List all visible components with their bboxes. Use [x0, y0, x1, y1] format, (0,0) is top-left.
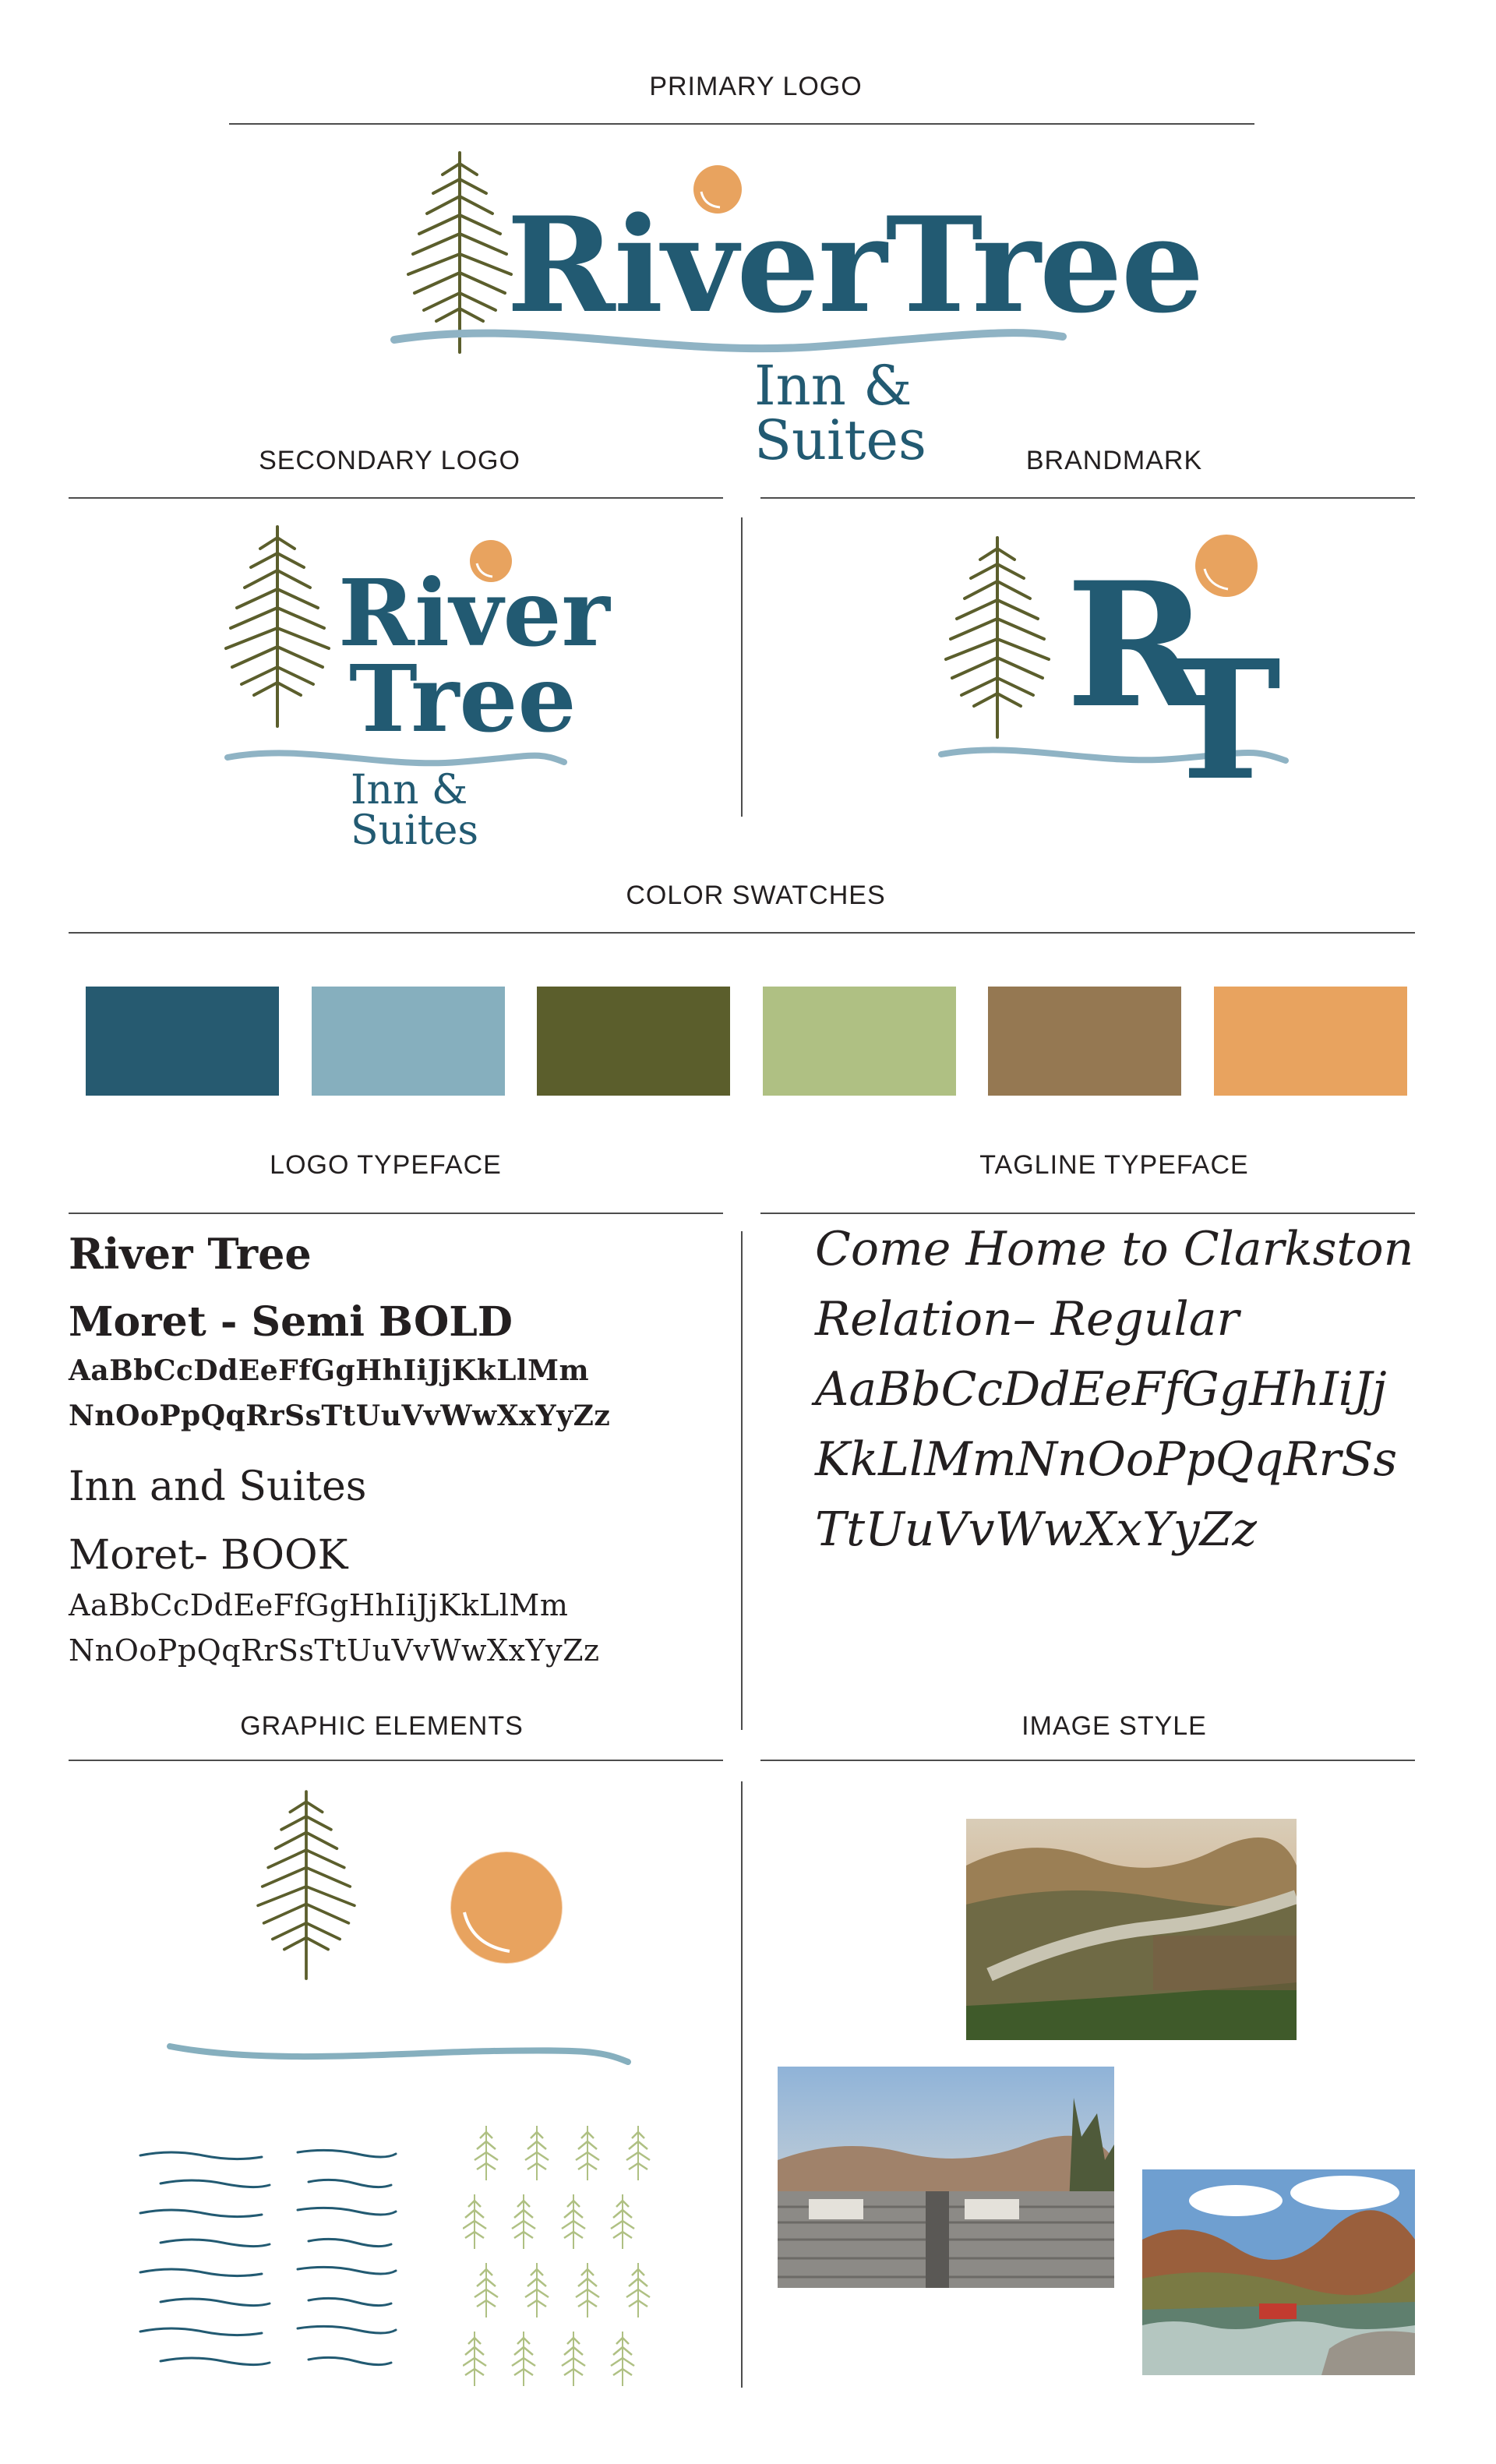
- typeface-divider: [741, 1231, 743, 1730]
- pine-tree-icon: [248, 1778, 365, 1993]
- logo-wordmark-line1: River: [338, 559, 610, 667]
- brandmark-heading: BRANDMARK: [1025, 446, 1203, 475]
- photo-jetboat-canyon: [1142, 2169, 1415, 2375]
- color-swatch-2: [312, 987, 505, 1096]
- monogram-t: T: [1159, 624, 1282, 817]
- primary-logo-rule: [229, 123, 1254, 125]
- tagline-typeface-label: Relation– Regular: [815, 1292, 1240, 1347]
- logo-typeface-heading: LOGO TYPEFACE: [270, 1150, 502, 1180]
- photo-lounge-chairs: [778, 2067, 1114, 2288]
- tagline-typeface-heading: TAGLINE TYPEFACE: [979, 1150, 1249, 1180]
- secondary-brandmark-divider: [741, 517, 743, 817]
- color-swatches-heading: COLOR SWATCHES: [626, 881, 886, 910]
- logo-typeface-book-label: Moret- BOOK: [69, 1532, 348, 1579]
- logo-typeface-rule: [69, 1213, 723, 1214]
- logo-typeface-bold-alphabet-1: AaBbCcDdEeFfGgHhIiJjKkLlMm: [69, 1354, 590, 1387]
- sun-circle-icon: [446, 1847, 567, 1968]
- graphic-elements-rule: [69, 1760, 723, 1761]
- color-swatches-rule: [69, 932, 1415, 934]
- color-swatch-3: [537, 987, 730, 1096]
- river-wave-icon: [165, 2034, 633, 2073]
- logo-typeface-book-alphabet-1: AaBbCcDdEeFfGgHhIiJjKkLlMm: [69, 1588, 569, 1622]
- logo-typeface-book-sample: Inn and Suites: [69, 1463, 367, 1510]
- pine-tree-icon: [935, 533, 1060, 743]
- color-swatch-6: [1214, 987, 1407, 1096]
- tagline-typeface-rule: [760, 1213, 1415, 1214]
- tagline-alphabet-1: AaBbCcDdEeFfGgHhIiJj: [815, 1362, 1387, 1417]
- image-style-rule: [760, 1760, 1415, 1761]
- monogram-r: R: [1066, 544, 1208, 746]
- primary-logo-heading: PRIMARY LOGO: [649, 72, 863, 101]
- logo-subtitle: Inn & Suites: [754, 354, 926, 472]
- tree-pattern: [463, 2118, 662, 2394]
- logo-typeface-book-alphabet-2: NnOoPpQqRrSsTtUuVvWwXxYyZz: [69, 1633, 600, 1668]
- color-swatch-5: [988, 987, 1181, 1096]
- photo-valley-river: [966, 1819, 1297, 2040]
- image-style-heading: IMAGE STYLE: [1021, 1711, 1207, 1741]
- logo-typeface-bold-alphabet-2: NnOoPpQqRrSsTtUuVvWwXxYyZz: [69, 1400, 611, 1432]
- tagline-alphabet-2: KkLlMmNnOoPpQqRrSs: [815, 1432, 1398, 1487]
- color-swatch-1: [86, 987, 279, 1096]
- secondary-logo: [210, 522, 610, 854]
- graphics-images-divider: [741, 1781, 743, 2388]
- color-swatch-4: [763, 987, 956, 1096]
- logo-typeface-sample-name: River Tree: [69, 1229, 312, 1279]
- logo-typeface-bold-label: Moret - Semi BOLD: [69, 1298, 513, 1346]
- pine-tree-icon: [215, 522, 340, 732]
- logo-subtitle: Inn & Suites: [351, 767, 479, 854]
- tagline-sample: Come Home to Clarkston: [815, 1222, 1414, 1276]
- water-lines-pattern: [137, 2145, 402, 2386]
- logo-wordmark-line2: Tree: [349, 644, 577, 753]
- secondary-logo-heading: SECONDARY LOGO: [259, 446, 520, 475]
- tagline-alphabet-3: TtUuVvWwXxYyZz: [815, 1502, 1257, 1557]
- brandmark: [935, 522, 1293, 818]
- logo-wordmark: RiverTree: [506, 188, 1203, 342]
- secondary-logo-rule: [69, 497, 723, 499]
- brandmark-rule: [760, 497, 1415, 499]
- graphic-elements-heading: GRAPHIC ELEMENTS: [240, 1711, 524, 1741]
